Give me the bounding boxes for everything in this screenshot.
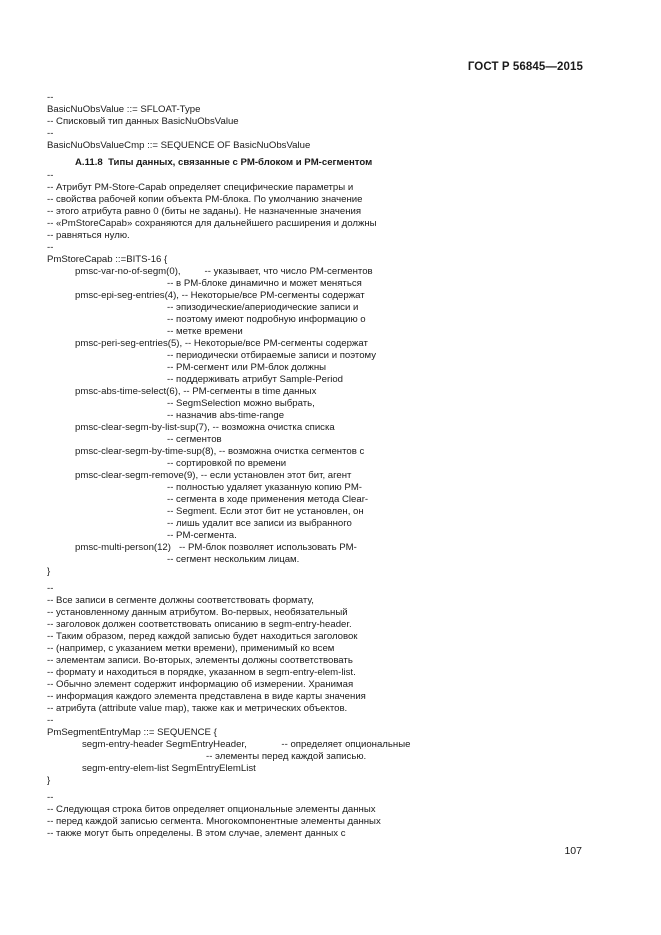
text-line: -- xyxy=(47,792,54,803)
text-line: -- (например, с указанием метки времени), применимый ко всем xyxy=(47,643,335,654)
text-line: -- метке времени xyxy=(167,326,243,337)
text-line: -- установленному данным атрибутом. Во-первых, необязательный xyxy=(47,607,348,618)
text-line: -- в PM-блоке динамично и может меняться xyxy=(167,278,362,289)
text-line: pmsc-clear-segm-remove(9), -- если установлен этот бит, агент xyxy=(75,470,352,481)
text-line: -- перед каждой записью сегмента. Многокомпонентные элементы данных xyxy=(47,816,381,827)
section-heading: A.11.8 Типы данных, связанные с PM-блоком и PM-сегментом xyxy=(75,157,373,168)
text-line: segm-entry-header SegmEntryHeader, -- определяет опциональные xyxy=(82,739,411,750)
text-line: PmSegmentEntryMap ::= SEQUENCE { xyxy=(47,727,217,738)
text-line: -- элементы перед каждой записью. xyxy=(206,751,367,762)
text-line: -- «PmStoreCapab» сохраняются для дальнейшего расширения и должны xyxy=(47,218,377,229)
text-line: -- xyxy=(47,128,54,139)
text-line: -- заголовок должен соответствовать описанию в segm-entry-header. xyxy=(47,619,352,630)
text-line: -- сегментов xyxy=(167,434,222,445)
text-line: -- сегмента в ходе применения метода Clear- xyxy=(167,494,369,505)
text-line: -- формату и находиться в порядке, указанном в segm-entry-elem-list. xyxy=(47,667,356,678)
text-line: -- Списковый тип данных BasicNuObsValue xyxy=(47,116,239,127)
text-line: -- этого атрибута равно 0 (биты не заданы). Не назначенные значения xyxy=(47,206,362,217)
text-line: pmsc-var-no-of-segm(0), -- указывает, что число PM-сегментов xyxy=(75,266,373,277)
text-line: -- назначив abs-time-range xyxy=(167,410,285,421)
page-number: 107 xyxy=(564,845,582,857)
text-line: pmsc-clear-segm-by-time-sup(8), -- возможна очистка сегментов с xyxy=(75,446,365,457)
text-line: -- SegmSelection можно выбрать, xyxy=(167,398,315,409)
text-line: pmsc-epi-seg-entries(4), -- Некоторые/все PM-сегменты содержат xyxy=(75,290,365,301)
text-line: BasicNuObsValue ::= SFLOAT-Type xyxy=(47,104,201,115)
text-line: -- свойства рабочей копии объекта PM-блока. По умолчанию значение xyxy=(47,194,363,205)
text-line: pmsc-peri-seg-entries(5), -- Некоторые/все PM-сегменты содержат xyxy=(75,338,368,349)
text-line: -- элементам записи. Во-вторых, элементы должны соответствовать xyxy=(47,655,353,666)
text-line: -- равняться нулю. xyxy=(47,230,130,241)
text-line: pmsc-abs-time-select(6), -- PM-сегменты в time данных xyxy=(75,386,317,397)
text-line: -- Следующая строка битов определяет опциональные элементы данных xyxy=(47,804,376,815)
text-line: -- поддерживать атрибут Sample-Period xyxy=(167,374,343,385)
text-line: -- лишь удалит все записи из выбранного xyxy=(167,518,352,529)
text-line: -- Таким образом, перед каждой записью будет находиться заголовок xyxy=(47,631,358,642)
document-header: ГОСТ Р 56845—2015 xyxy=(467,61,583,73)
text-line: PmStoreCapab ::=BITS-16 { xyxy=(47,254,168,265)
text-line: -- Обычно элемент содержит информацию об измерении. Хранимая xyxy=(47,679,354,690)
text-line: -- PM-сегмент или PM-блок должны xyxy=(167,362,327,373)
text-line: pmsc-multi-person(12) -- PM-блок позволяет использовать PM- xyxy=(75,542,357,553)
text-line: -- также могут быть определены. В этом случае, элемент данных с xyxy=(47,828,346,839)
text-line: } xyxy=(47,775,51,786)
text-line: -- информация каждого элемента представлена в виде карты значения xyxy=(47,691,366,702)
text-line: segm-entry-elem-list SegmEntryElemList xyxy=(82,763,256,774)
text-line: -- Все записи в сегменте должны соответствовать формату, xyxy=(47,595,314,606)
text-line: -- периодически отбираемые записи и поэтому xyxy=(167,350,377,361)
text-line: -- xyxy=(47,242,54,253)
text-line: -- Атрибут PM-Store-Capab определяет специфические параметры и xyxy=(47,182,354,193)
text-line: -- сортировкой по времени xyxy=(167,458,287,469)
text-line: -- xyxy=(47,92,54,103)
text-line: } xyxy=(47,566,51,577)
text-line: -- атрибута (attribute value map), также как и метрических объектов. xyxy=(47,703,348,714)
text-line: -- Segment. Если этот бит не установлен, он xyxy=(167,506,364,517)
text-line: -- xyxy=(47,715,54,726)
text-line: -- эпизодические/апериодические записи и xyxy=(167,302,359,313)
text-line: -- xyxy=(47,583,54,594)
text-line: -- поэтому имеют подробную информацию о xyxy=(167,314,366,325)
text-line: -- xyxy=(47,170,54,181)
text-line: BasicNuObsValueCmp ::= SEQUENCE OF BasicNuObsValue xyxy=(47,140,311,151)
text-line: -- полностью удаляет указанную копию PM- xyxy=(167,482,362,493)
text-line: -- сегмент нескольким лицам. xyxy=(167,554,300,565)
text-line: -- PM-сегмента. xyxy=(167,530,237,541)
text-line: pmsc-clear-segm-by-list-sup(7), -- возможна очистка списка xyxy=(75,422,335,433)
